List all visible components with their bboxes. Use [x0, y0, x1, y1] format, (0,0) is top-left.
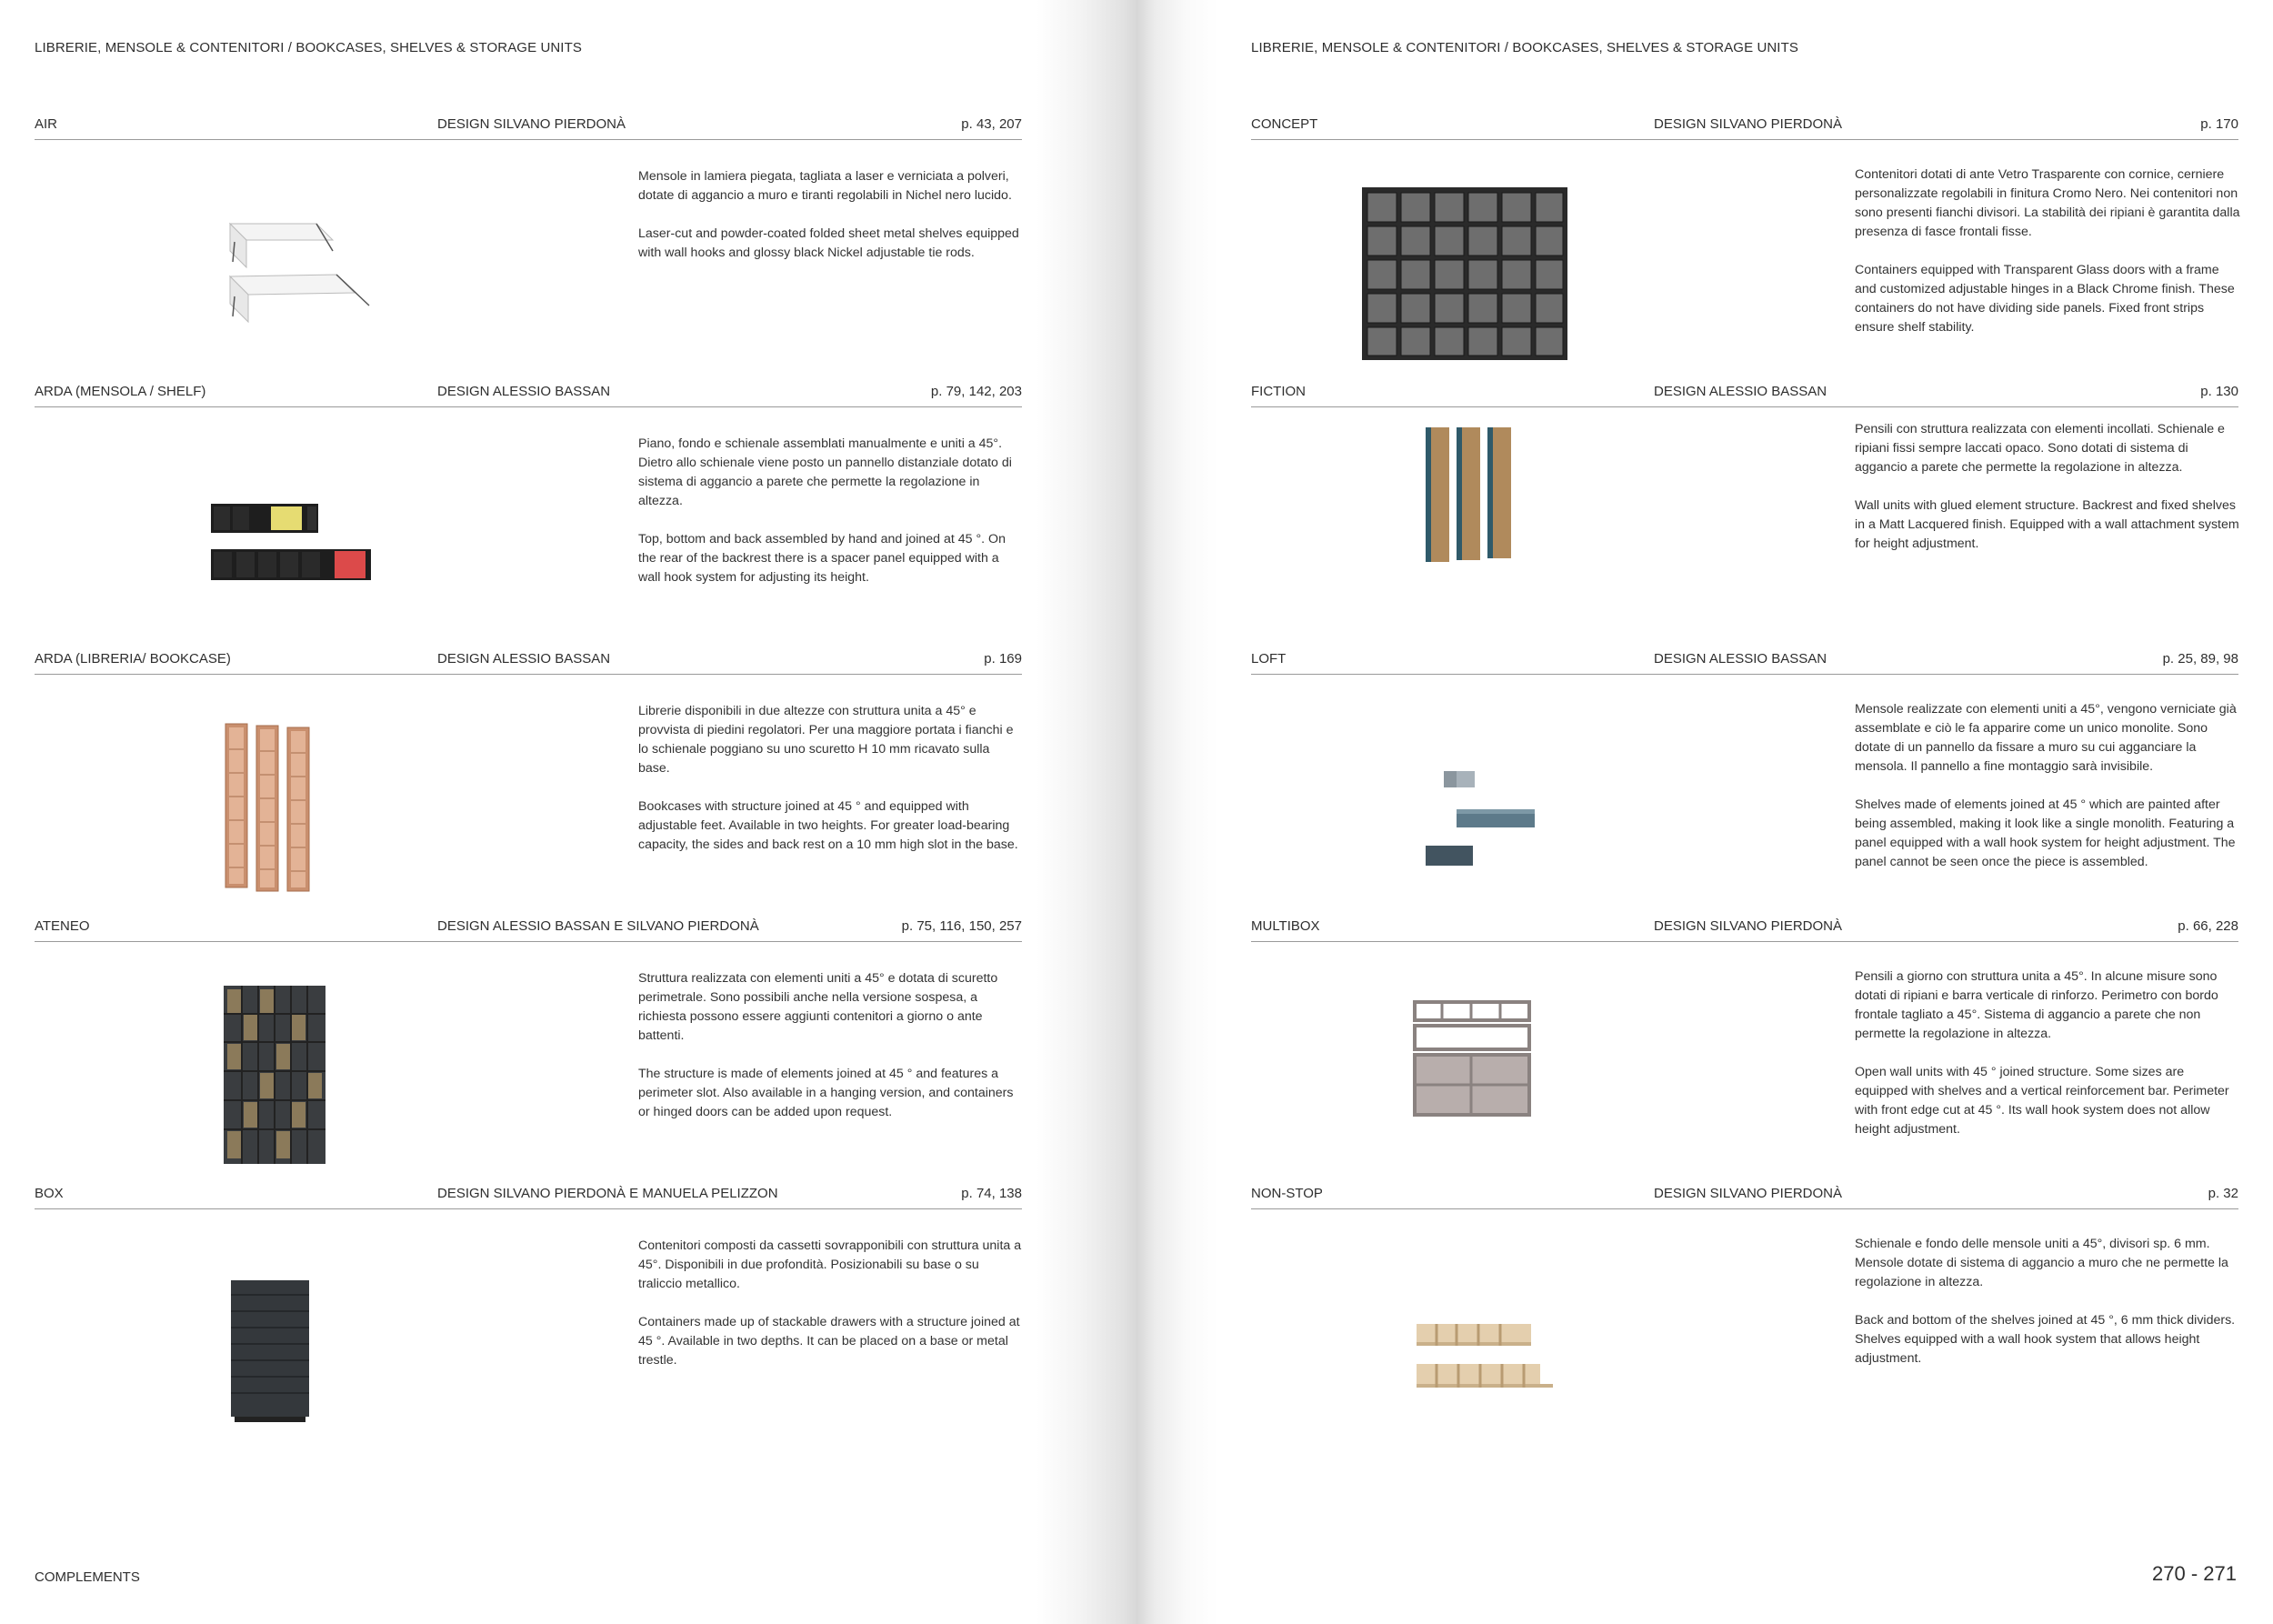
description-italian: Librerie disponibili in due altezze con struttura unita a 45° e provvista di piedini regolatori. Per una maggiore portata i fianchi e lo schienale poggiano su uno scuretto H 10 mm ricavato sulla base.: [638, 704, 1014, 776]
product-name: ATENEO: [35, 918, 90, 934]
description-italian: Mensole in lamiera piegata, tagliata a laser e verniciata a polveri, dotate di aggancio a muro e tiranti regolabili in Nichel nero lucido.: [638, 169, 1012, 203]
product-image-box: [89, 1229, 416, 1444]
page-reference: p. 79, 142, 203: [930, 384, 1022, 399]
product-image-air: [89, 160, 416, 375]
entry-header: [1251, 116, 2238, 140]
arda-bookcase-1: [225, 724, 247, 887]
product-image-multibox: [1306, 962, 1633, 1177]
designer-credit: DESIGN ALESSIO BASSAN: [437, 651, 611, 667]
fiction-wall-unit-3: [1487, 427, 1511, 558]
description-english: Containers made up of stackable drawers with a structure joined at 45 °. Available in two depths. It can be placed on a base or metal trestle.: [638, 1315, 1020, 1368]
product-entry-loft: [1251, 651, 2238, 918]
description-english: Back and bottom of the shelves joined at 45 °, 6 mm thick dividers. Shelves equipped with a wall hook system that allows height adjustment.: [1855, 1313, 2236, 1366]
page-reference: p. 75, 116, 150, 257: [901, 918, 1022, 934]
designer-credit: DESIGN SILVANO PIERDONÀ: [437, 116, 626, 132]
product-entry-fiction: [1251, 384, 2238, 651]
page-reference: p. 25, 89, 98: [2162, 651, 2238, 667]
entry-header: [1251, 1186, 2238, 1209]
product-image-ateneo: [89, 962, 416, 1177]
description-english: Wall units with glued element structure. Backrest and fixed shelves in a Matt Lacquered finish. Equipped with a wall attachment system for height adjustment.: [1855, 498, 2239, 551]
air-shelf-bottom: [230, 275, 369, 322]
product-image-concept: [1306, 160, 1633, 375]
product-name: AIR: [35, 116, 58, 132]
arda-shelf-bottom: [211, 549, 371, 580]
product-description: [638, 167, 1024, 282]
product-description: [638, 435, 1024, 606]
product-description: [1855, 967, 2240, 1158]
product-name: FICTION: [1251, 384, 1306, 399]
box-drawer-unit: [231, 1280, 309, 1422]
entry-header: [35, 918, 1022, 942]
entry-header: [1251, 651, 2238, 675]
non-stop-shelf-bottom: [1417, 1364, 1553, 1388]
running-head: LIBRERIE, MENSOLE & CONTENITORI / BOOKCASES, SHELVES & STORAGE UNITS: [1251, 40, 1798, 55]
description-italian: Piano, fondo e schienale assemblati manualmente e uniti a 45°. Dietro allo schienale viene posto un pannello distanziale dotato di sistema di aggancio a parete che permette la regolazione in altezza.: [638, 436, 1012, 508]
product-description: [1855, 1235, 2240, 1388]
product-description: [1855, 165, 2240, 356]
description-english: Top, bottom and back assembled by hand and joined at 45 °. On the rear of the backrest there is a spacer panel equipped with a wall hook system for adjusting its height.: [638, 532, 1006, 585]
product-name: MULTIBOX: [1251, 918, 1320, 934]
loft-shelf-long: [1457, 809, 1535, 827]
description-italian: Pensili con struttura realizzata con elementi incollati. Schienale e ripiani fissi sempre laccati opaco. Sono dotati di sistema di aggancio a parete che permette la regolazione in altezza.: [1855, 422, 2225, 475]
arda-shelf-top: [211, 504, 318, 533]
description-italian: Mensole realizzate con elementi uniti a 45°, vengono verniciate già assemblate e ciò le fa apparire come un unico monolite. Sono dotate di un pannello da fissare a muro su cui agganciare la mensola. Il pannello a fine montaggio sarà invisibile.: [1855, 702, 2237, 774]
designer-credit: DESIGN ALESSIO BASSAN: [437, 384, 611, 399]
product-name: NON-STOP: [1251, 1186, 1323, 1201]
product-description: [1855, 700, 2240, 891]
product-image-arda-bookcase: [89, 695, 416, 909]
description-english: Laser-cut and powder-coated folded sheet metal shelves equipped with wall hooks and glossy black Nickel adjustable tie rods.: [638, 226, 1019, 260]
right-page: [1136, 0, 2273, 1624]
entry-header: [35, 384, 1022, 407]
description-italian: Contenitori composti da cassetti sovrapponibili con struttura unita a 45°. Disponibili in due profondità. Posizionabili su base o su traliccio metallico.: [638, 1238, 1022, 1291]
page-numbers: 270 - 271: [2152, 1562, 2237, 1585]
description-italian: Contenitori dotati di ante Vetro Trasparente con cornice, cerniere personalizzate regolabili in finitura Cromo Nero. Nei contenitori non sono presenti fianchi divisori. La stabilità dei ripiani è garantita dalla presenza di fasce frontali fisse.: [1855, 167, 2240, 239]
description-italian: Schienale e fondo delle mensole uniti a 45°, divisori sp. 6 mm. Mensole dotate di sistema di aggancio a muro che ne permette la regolazione in altezza.: [1855, 1237, 2228, 1289]
description-english: Containers equipped with Transparent Glass doors with a frame and customized adjustable hinges in a Black Chrome finish. These containers do not have dividing side panels. Fixed front strips ensure shelf stability.: [1855, 263, 2235, 335]
arda-bookcase-2: [256, 726, 278, 891]
designer-credit: DESIGN ALESSIO BASSAN: [1654, 384, 1827, 399]
product-description: [1855, 420, 2240, 573]
loft-shelf-box: [1426, 846, 1473, 866]
designer-credit: DESIGN ALESSIO BASSAN E SILVANO PIERDONÀ: [437, 918, 759, 934]
fiction-wall-unit-1: [1426, 427, 1449, 562]
page-reference: p. 66, 228: [2178, 918, 2238, 934]
description-english: Shelves made of elements joined at 45 ° which are painted after being assembled, making it look like a single monolith. Featuring a panel equipped with a wall hook system for height adjustment. The panel cannot be seen once the piece is assembled.: [1855, 797, 2236, 869]
product-entry-arda-bookcase: [35, 651, 1022, 918]
product-image-fiction: [1306, 427, 1633, 642]
section-footer: COMPLEMENTS: [35, 1569, 140, 1585]
product-image-loft: [1306, 695, 1633, 909]
product-name: ARDA (MENSOLA / SHELF): [35, 384, 206, 399]
page-reference: p. 74, 138: [961, 1186, 1022, 1201]
left-page: [0, 0, 1136, 1624]
arda-bookcase-3: [287, 727, 309, 891]
entry-header: [1251, 384, 2238, 407]
page-reference: p. 43, 207: [961, 116, 1022, 132]
product-description: [638, 702, 1024, 874]
designer-credit: DESIGN SILVANO PIERDONÀ: [1654, 116, 1842, 132]
page-reference: p. 130: [2200, 384, 2238, 399]
ateneo-bookcase: [224, 986, 325, 1164]
product-description: [638, 1237, 1024, 1389]
designer-credit: DESIGN SILVANO PIERDONÀ: [1654, 1186, 1842, 1201]
product-entry-multibox: [1251, 918, 2238, 1186]
description-english: The structure is made of elements joined at 45 ° and features a perimeter slot. Also available in a hanging version, and containers or hinged doors can be added upon request.: [638, 1067, 1014, 1119]
multibox-wall-units: [1415, 1002, 1529, 1115]
page-reference: p. 169: [984, 651, 1022, 667]
entry-header: [35, 116, 1022, 140]
product-description: [638, 969, 1024, 1141]
product-entry-non-stop: [1251, 1186, 2238, 1453]
entry-header: [35, 1186, 1022, 1209]
fiction-wall-unit-2: [1457, 427, 1480, 560]
entry-header: [35, 651, 1022, 675]
entry-header: [1251, 918, 2238, 942]
running-head: LIBRERIE, MENSOLE & CONTENITORI / BOOKCASES, SHELVES & STORAGE UNITS: [35, 40, 582, 55]
product-entry-concept: [1251, 116, 2238, 384]
designer-credit: DESIGN ALESSIO BASSAN: [1654, 651, 1827, 667]
description-english: Open wall units with 45 ° joined structure. Some sizes are equipped with shelves and a vertical reinforcement bar. Perimeter with front edge cut at 45 °. Its wall hook system does not allow height adjustment.: [1855, 1065, 2229, 1137]
product-entry-air: [35, 116, 1022, 384]
page-reference: p. 170: [2200, 116, 2238, 132]
designer-credit: DESIGN SILVANO PIERDONÀ: [1654, 918, 1842, 934]
page-reference: p. 32: [2208, 1186, 2238, 1201]
product-name: ARDA (LIBRERIA/ BOOKCASE): [35, 651, 231, 667]
product-name: LOFT: [1251, 651, 1287, 667]
loft-shelf-small: [1444, 771, 1475, 787]
description-english: Bookcases with structure joined at 45 ° and equipped with adjustable feet. Available in two heights. For greater load-bearing capacity, the sides and back rest on a 10 mm high slot in the base.: [638, 799, 1018, 852]
product-name: BOX: [35, 1186, 64, 1201]
description-italian: Struttura realizzata con elementi uniti a 45° e dotata di scuretto perimetrale. Sono possibili anche nella versione sospesa, a richiesta possono essere aggiunti contenitori a giorno o ante battenti.: [638, 971, 998, 1043]
product-entry-ateneo: [35, 918, 1022, 1186]
product-image-arda-shelf: [89, 427, 416, 642]
designer-credit: DESIGN SILVANO PIERDONÀ E MANUELA PELIZZON: [437, 1186, 778, 1201]
product-name: CONCEPT: [1251, 116, 1318, 132]
description-italian: Pensili a giorno con struttura unita a 45°. In alcune misure sono dotati di ripiani e barra verticale di rinforzo. Perimetro con bordo frontale tagliato a 45°. Sistema di aggancio a parete che non permette la regolazione in altezza.: [1855, 969, 2218, 1041]
concept-glass-units: [1362, 187, 1567, 360]
product-entry-arda-shelf: [35, 384, 1022, 651]
air-shelf-top: [230, 224, 333, 267]
product-entry-box: [35, 1186, 1022, 1453]
non-stop-shelf-top: [1417, 1324, 1531, 1346]
product-image-non-stop: [1306, 1229, 1633, 1444]
